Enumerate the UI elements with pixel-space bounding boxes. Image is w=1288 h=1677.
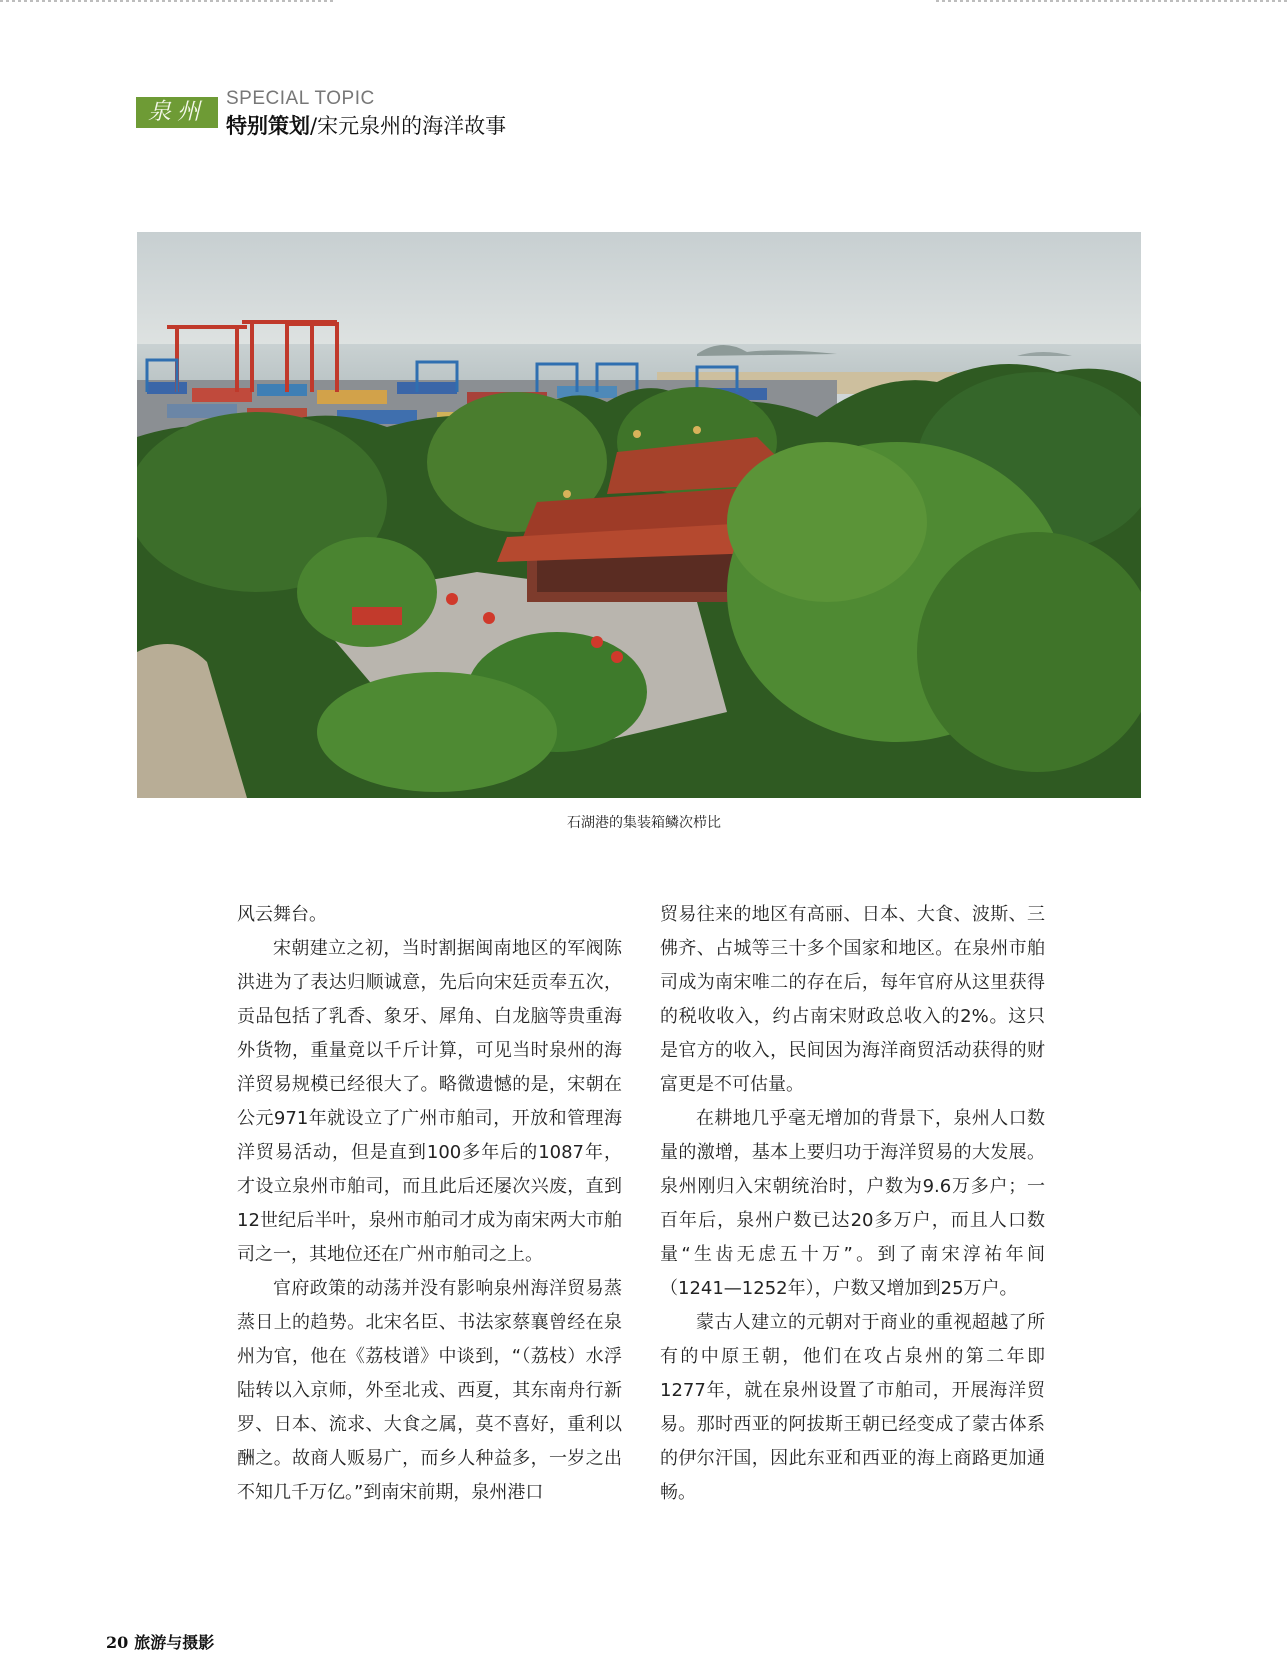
series-title-bold: 特别策划 (226, 114, 310, 138)
magazine-name: 旅游与摄影 (134, 1633, 215, 1652)
special-topic-label: SPECIAL TOPIC (226, 88, 375, 109)
photo-illustration (137, 232, 1141, 798)
series-title-rest: /宋元泉州的海洋故事 (310, 114, 507, 138)
photo-caption: 石湖港的集装箱鳞次栉比 (567, 815, 721, 831)
region-badge: 泉州 (136, 97, 218, 128)
paragraph: 风云舞台。 (237, 904, 327, 925)
article-column-left (237, 898, 622, 1510)
paragraph: 贸易往来的地区有高丽、日本、大食、波斯、三佛齐、占城等三十多个国家和地区。在泉州市舶司成为南宋唯二的存在后，每年官府从这里获得的税收收入，约占南宋财政总收入的2%。这只是官方的收入，民间因为海洋商贸活动获得的财富更是不可估量。 (660, 904, 1045, 1095)
page-number: 20 (106, 1633, 129, 1652)
top-dotted-rule-right (936, 0, 1288, 2)
paragraph: 官府政策的动荡并没有影响泉州海洋贸易蒸蒸日上的趋势。北宋名臣、书法家蔡襄曾经在泉州为官，他在《荔枝谱》中谈到，“（荔枝）水浮陆转以入京师，外至北戎、西夏，其东南舟行新罗、日本、流求、大食之属，莫不喜好，重利以酬之。故商人贩易广，而乡人种益多，一岁之出不知几千万亿。”到南宋前期，泉州港口 (237, 1278, 622, 1503)
paragraph: 蒙古人建立的元朝对于商业的重视超越了所有的中原王朝，他们在攻占泉州的第二年即1277年，就在泉州设置了市舶司，开展海洋贸易。那时西亚的阿拔斯王朝已经变成了蒙古体系的伊尔汗国，因此东亚和西亚的海上商路更加通畅。 (660, 1312, 1045, 1503)
harbor-temple-photo (137, 232, 1141, 798)
article-column-right (660, 898, 1045, 1510)
paragraph: 在耕地几乎毫无增加的背景下，泉州人口数量的激增，基本上要归功于海洋贸易的大发展。泉州刚归入宋朝统治时，户数为9.6万多户；一百年后，泉州户数已达20多万户，而且人口数量“生齿无虑五十万”。到了南宋淳祐年间（1241—1252年），户数又增加到25万户。 (660, 1108, 1045, 1299)
series-title (226, 110, 506, 140)
top-dotted-rule-left (0, 0, 334, 2)
page-footer (106, 1630, 214, 1653)
paragraph: 宋朝建立之初，当时割据闽南地区的军阀陈洪进为了表达归顺诚意，先后向宋廷贡奉五次，贡品包括了乳香、象牙、犀角、白龙脑等贵重海外货物，重量竟以千斤计算，可见当时泉州的海洋贸易规模已经很大了。略微遗憾的是，宋朝在公元971年就设立了广州市舶司，开放和管理海洋贸易活动，但是直到100多年后的1087年，才设立泉州市舶司，而且此后还屡次兴废，直到12世纪后半叶，泉州市舶司才成为南宋两大市舶司之一，其地位还在广州市舶司之上。 (237, 938, 622, 1265)
